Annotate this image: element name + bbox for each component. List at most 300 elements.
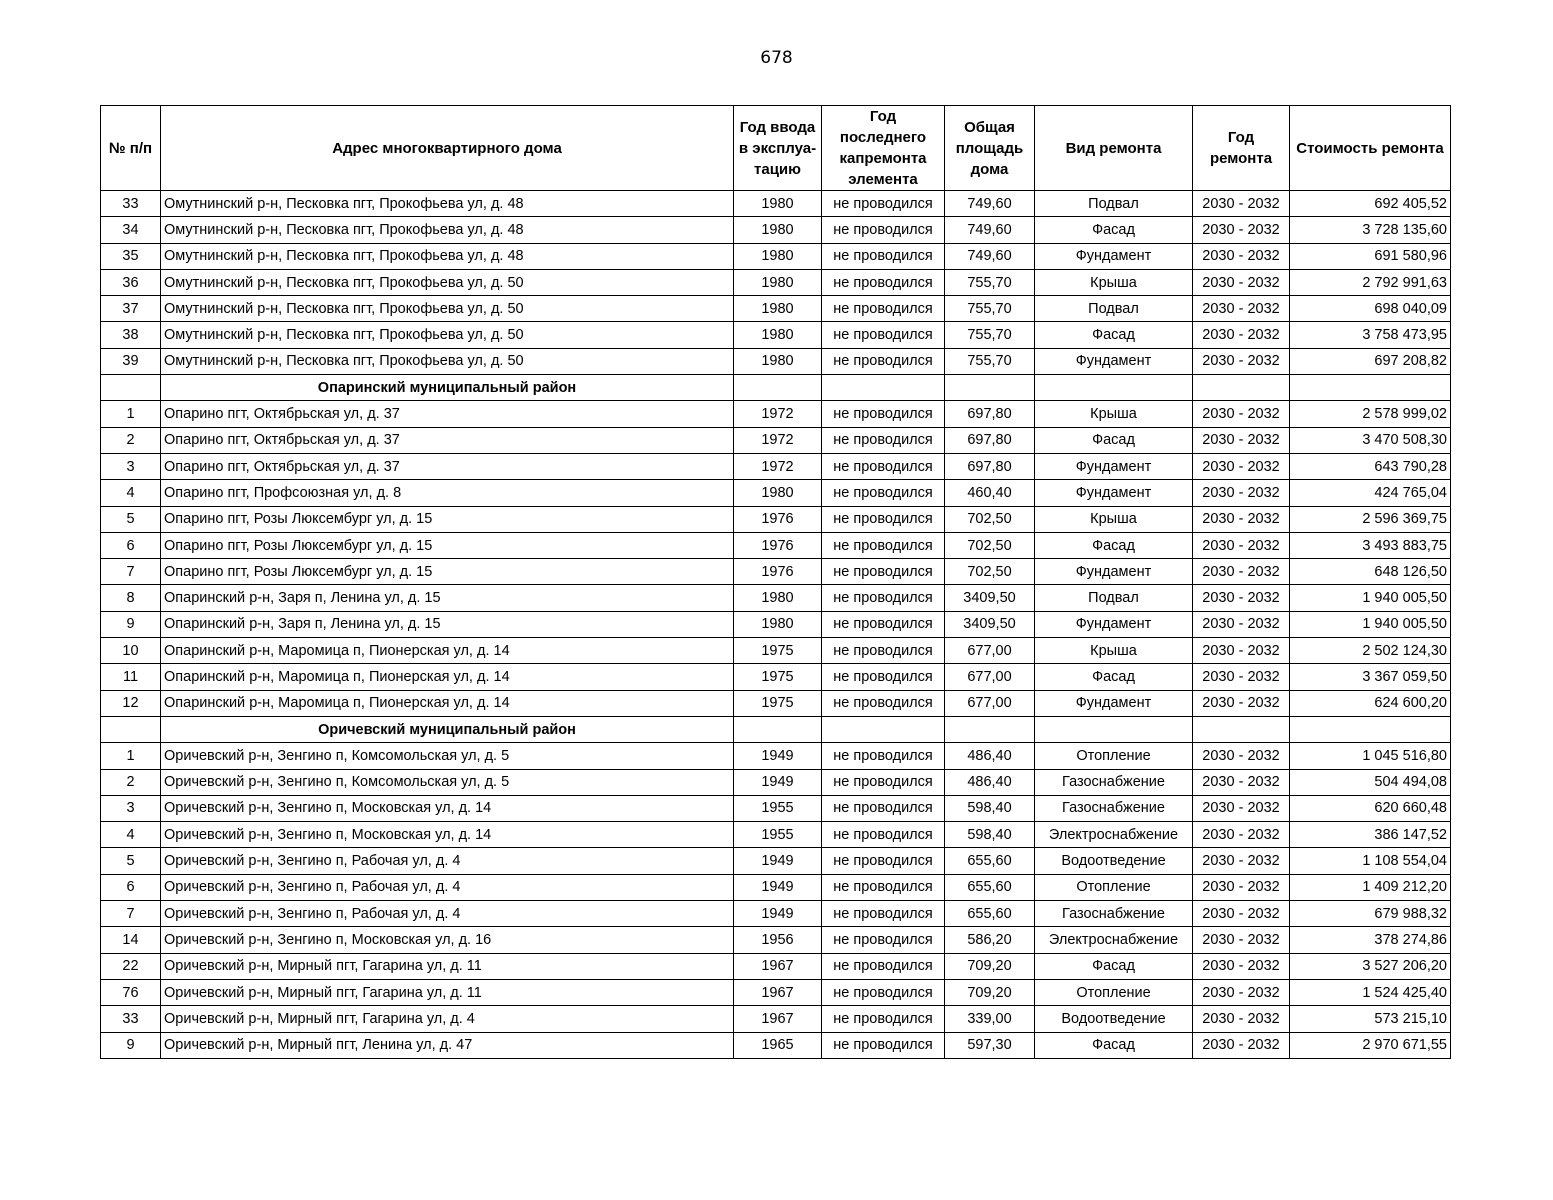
cell-cost: 697 208,82 xyxy=(1290,348,1451,374)
cell-cost: 378 274,86 xyxy=(1290,927,1451,953)
cell-last-repair: не проводился xyxy=(822,874,945,900)
cell-repair-type: Крыша xyxy=(1035,269,1193,295)
cell-repair-type: Фасад xyxy=(1035,664,1193,690)
header-repair-type: Вид ремонта xyxy=(1035,106,1193,191)
cell-area: 749,60 xyxy=(945,217,1035,243)
empty-cell xyxy=(945,716,1035,742)
cell-last-repair: не проводился xyxy=(822,401,945,427)
cell-last-repair: не проводился xyxy=(822,743,945,769)
cell-last-repair: не проводился xyxy=(822,848,945,874)
cell-num: 2 xyxy=(101,769,161,795)
cell-num: 33 xyxy=(101,191,161,217)
cell-last-repair: не проводился xyxy=(822,901,945,927)
cell-last-repair: не проводился xyxy=(822,927,945,953)
table-row xyxy=(101,690,1451,716)
cell-year-built: 1975 xyxy=(734,638,822,664)
cell-cost: 3 758 473,95 xyxy=(1290,322,1451,348)
cell-year-built: 1980 xyxy=(734,585,822,611)
cell-address: Опаринский р-н, Заря п, Ленина ул, д. 15 xyxy=(161,585,734,611)
cell-num: 4 xyxy=(101,822,161,848)
cell-repair-type: Подвал xyxy=(1035,585,1193,611)
cell-repair-type: Фундамент xyxy=(1035,243,1193,269)
repair-register-table xyxy=(100,105,1451,1059)
cell-num: 3 xyxy=(101,795,161,821)
cell-year-built: 1980 xyxy=(734,322,822,348)
cell-address: Омутнинский р-н, Песковка пгт, Прокофьева ул, д. 48 xyxy=(161,243,734,269)
header-area: Общая площадь дома xyxy=(945,106,1035,191)
cell-repair-year: 2030 - 2032 xyxy=(1193,348,1290,374)
cell-repair-type: Отопление xyxy=(1035,743,1193,769)
cell-address: Опаринский р-н, Маромица п, Пионерская ул, д. 14 xyxy=(161,664,734,690)
cell-repair-type: Водоотведение xyxy=(1035,1006,1193,1032)
cell-area: 598,40 xyxy=(945,795,1035,821)
cell-repair-type: Крыша xyxy=(1035,638,1193,664)
cell-repair-year: 2030 - 2032 xyxy=(1193,243,1290,269)
cell-area: 709,20 xyxy=(945,979,1035,1005)
header-num: № п/п xyxy=(101,106,161,191)
cell-last-repair: не проводился xyxy=(822,427,945,453)
cell-num: 1 xyxy=(101,401,161,427)
cell-repair-type: Водоотведение xyxy=(1035,848,1193,874)
cell-repair-type: Крыша xyxy=(1035,506,1193,532)
cell-area: 655,60 xyxy=(945,848,1035,874)
cell-last-repair: не проводился xyxy=(822,979,945,1005)
cell-repair-year: 2030 - 2032 xyxy=(1193,322,1290,348)
cell-cost: 424 765,04 xyxy=(1290,480,1451,506)
cell-area: 677,00 xyxy=(945,690,1035,716)
cell-area: 3409,50 xyxy=(945,611,1035,637)
cell-last-repair: не проводился xyxy=(822,585,945,611)
cell-num: 8 xyxy=(101,585,161,611)
cell-repair-year: 2030 - 2032 xyxy=(1193,269,1290,295)
cell-year-built: 1980 xyxy=(734,348,822,374)
cell-cost: 2 578 999,02 xyxy=(1290,401,1451,427)
cell-num: 2 xyxy=(101,427,161,453)
cell-address: Опарино пгт, Розы Люксембург ул, д. 15 xyxy=(161,559,734,585)
cell-address: Опаринский р-н, Маромица п, Пионерская ул, д. 14 xyxy=(161,638,734,664)
cell-address: Оричевский р-н, Зенгино п, Рабочая ул, д. 4 xyxy=(161,848,734,874)
cell-num: 34 xyxy=(101,217,161,243)
cell-address: Опаринский р-н, Заря п, Ленина ул, д. 15 xyxy=(161,611,734,637)
cell-cost: 2 502 124,30 xyxy=(1290,638,1451,664)
cell-last-repair: не проводился xyxy=(822,453,945,479)
table-row xyxy=(101,769,1451,795)
cell-num: 5 xyxy=(101,506,161,532)
cell-last-repair: не проводился xyxy=(822,953,945,979)
cell-repair-type: Газоснабжение xyxy=(1035,901,1193,927)
cell-cost: 1 524 425,40 xyxy=(1290,979,1451,1005)
cell-year-built: 1949 xyxy=(734,743,822,769)
cell-repair-type: Фасад xyxy=(1035,427,1193,453)
cell-num: 22 xyxy=(101,953,161,979)
cell-repair-year: 2030 - 2032 xyxy=(1193,585,1290,611)
cell-year-built: 1972 xyxy=(734,427,822,453)
cell-year-built: 1949 xyxy=(734,874,822,900)
cell-num: 9 xyxy=(101,1032,161,1058)
cell-year-built: 1976 xyxy=(734,559,822,585)
cell-year-built: 1975 xyxy=(734,664,822,690)
cell-year-built: 1956 xyxy=(734,927,822,953)
cell-last-repair: не проводился xyxy=(822,664,945,690)
cell-area: 755,70 xyxy=(945,296,1035,322)
cell-year-built: 1976 xyxy=(734,532,822,558)
cell-last-repair: не проводился xyxy=(822,1032,945,1058)
cell-repair-year: 2030 - 2032 xyxy=(1193,979,1290,1005)
cell-year-built: 1972 xyxy=(734,453,822,479)
cell-year-built: 1965 xyxy=(734,1032,822,1058)
empty-cell xyxy=(1193,716,1290,742)
table-row xyxy=(101,506,1451,532)
cell-repair-year: 2030 - 2032 xyxy=(1193,690,1290,716)
cell-num: 5 xyxy=(101,848,161,874)
cell-repair-year: 2030 - 2032 xyxy=(1193,559,1290,585)
cell-year-built: 1955 xyxy=(734,822,822,848)
cell-address: Опарино пгт, Октябрьская ул, д. 37 xyxy=(161,427,734,453)
empty-cell xyxy=(1290,716,1451,742)
table-row xyxy=(101,874,1451,900)
empty-cell xyxy=(101,375,161,401)
cell-year-built: 1975 xyxy=(734,690,822,716)
cell-address: Оричевский р-н, Зенгино п, Рабочая ул, д. 4 xyxy=(161,874,734,900)
header-row xyxy=(101,106,1451,191)
cell-repair-type: Фундамент xyxy=(1035,559,1193,585)
cell-repair-type: Газоснабжение xyxy=(1035,769,1193,795)
cell-last-repair: не проводился xyxy=(822,191,945,217)
cell-area: 755,70 xyxy=(945,269,1035,295)
cell-address: Оричевский р-н, Зенгино п, Московская ул, д. 16 xyxy=(161,927,734,953)
cell-repair-type: Крыша xyxy=(1035,401,1193,427)
cell-address: Оричевский р-н, Зенгино п, Комсомольская ул, д. 5 xyxy=(161,743,734,769)
table-body xyxy=(101,191,1451,1059)
cell-last-repair: не проводился xyxy=(822,822,945,848)
cell-address: Омутнинский р-н, Песковка пгт, Прокофьева ул, д. 50 xyxy=(161,296,734,322)
cell-year-built: 1980 xyxy=(734,269,822,295)
table-row xyxy=(101,664,1451,690)
cell-repair-year: 2030 - 2032 xyxy=(1193,822,1290,848)
cell-repair-type: Фундамент xyxy=(1035,611,1193,637)
cell-repair-type: Фасад xyxy=(1035,532,1193,558)
page-number: 678 xyxy=(760,48,793,68)
table-row xyxy=(101,427,1451,453)
cell-area: 697,80 xyxy=(945,453,1035,479)
cell-cost: 1 108 554,04 xyxy=(1290,848,1451,874)
table-row xyxy=(101,611,1451,637)
cell-address: Омутнинский р-н, Песковка пгт, Прокофьева ул, д. 48 xyxy=(161,191,734,217)
cell-area: 702,50 xyxy=(945,559,1035,585)
cell-last-repair: не проводился xyxy=(822,269,945,295)
table-row xyxy=(101,296,1451,322)
cell-repair-type: Фундамент xyxy=(1035,453,1193,479)
cell-repair-year: 2030 - 2032 xyxy=(1193,191,1290,217)
table-row xyxy=(101,743,1451,769)
cell-num: 10 xyxy=(101,638,161,664)
cell-repair-year: 2030 - 2032 xyxy=(1193,953,1290,979)
cell-repair-year: 2030 - 2032 xyxy=(1193,611,1290,637)
cell-repair-year: 2030 - 2032 xyxy=(1193,217,1290,243)
cell-cost: 386 147,52 xyxy=(1290,822,1451,848)
empty-cell xyxy=(734,716,822,742)
cell-cost: 2 596 369,75 xyxy=(1290,506,1451,532)
cell-repair-type: Электроснабжение xyxy=(1035,822,1193,848)
cell-area: 486,40 xyxy=(945,769,1035,795)
cell-cost: 691 580,96 xyxy=(1290,243,1451,269)
header-repair-year: Год ремонта xyxy=(1193,106,1290,191)
cell-address: Оричевский р-н, Мирный пгт, Гагарина ул, д. 11 xyxy=(161,979,734,1005)
cell-repair-year: 2030 - 2032 xyxy=(1193,743,1290,769)
cell-num: 9 xyxy=(101,611,161,637)
cell-area: 697,80 xyxy=(945,427,1035,453)
table-row xyxy=(101,269,1451,295)
cell-year-built: 1949 xyxy=(734,901,822,927)
cell-year-built: 1972 xyxy=(734,401,822,427)
table-row xyxy=(101,927,1451,953)
cell-repair-year: 2030 - 2032 xyxy=(1193,296,1290,322)
cell-cost: 620 660,48 xyxy=(1290,795,1451,821)
district-name: Оричевский муниципальный район xyxy=(161,716,734,742)
cell-cost: 648 126,50 xyxy=(1290,559,1451,585)
cell-num: 14 xyxy=(101,927,161,953)
cell-area: 586,20 xyxy=(945,927,1035,953)
empty-cell xyxy=(945,375,1035,401)
cell-cost: 624 600,20 xyxy=(1290,690,1451,716)
cell-year-built: 1980 xyxy=(734,191,822,217)
cell-year-built: 1980 xyxy=(734,243,822,269)
table-row xyxy=(101,559,1451,585)
cell-repair-year: 2030 - 2032 xyxy=(1193,1006,1290,1032)
cell-repair-type: Подвал xyxy=(1035,296,1193,322)
table-row xyxy=(101,243,1451,269)
cell-address: Оричевский р-н, Зенгино п, Рабочая ул, д. 4 xyxy=(161,901,734,927)
table-row xyxy=(101,953,1451,979)
cell-repair-type: Отопление xyxy=(1035,979,1193,1005)
cell-year-built: 1967 xyxy=(734,979,822,1005)
cell-num: 76 xyxy=(101,979,161,1005)
cell-area: 755,70 xyxy=(945,322,1035,348)
empty-cell xyxy=(1290,375,1451,401)
cell-num: 11 xyxy=(101,664,161,690)
empty-cell xyxy=(734,375,822,401)
cell-cost: 3 493 883,75 xyxy=(1290,532,1451,558)
cell-area: 702,50 xyxy=(945,506,1035,532)
cell-year-built: 1980 xyxy=(734,480,822,506)
table-row xyxy=(101,979,1451,1005)
empty-cell xyxy=(822,716,945,742)
cell-last-repair: не проводился xyxy=(822,217,945,243)
cell-repair-year: 2030 - 2032 xyxy=(1193,795,1290,821)
cell-num: 39 xyxy=(101,348,161,374)
district-name: Опаринский муниципальный район xyxy=(161,375,734,401)
cell-repair-type: Подвал xyxy=(1035,191,1193,217)
cell-address: Опарино пгт, Октябрьская ул, д. 37 xyxy=(161,453,734,479)
cell-repair-year: 2030 - 2032 xyxy=(1193,769,1290,795)
cell-area: 460,40 xyxy=(945,480,1035,506)
cell-address: Опарино пгт, Октябрьская ул, д. 37 xyxy=(161,401,734,427)
cell-year-built: 1980 xyxy=(734,611,822,637)
cell-num: 12 xyxy=(101,690,161,716)
cell-cost: 3 728 135,60 xyxy=(1290,217,1451,243)
cell-year-built: 1967 xyxy=(734,953,822,979)
empty-cell xyxy=(1193,375,1290,401)
table-row xyxy=(101,453,1451,479)
cell-area: 655,60 xyxy=(945,874,1035,900)
table-row xyxy=(101,348,1451,374)
cell-last-repair: не проводился xyxy=(822,559,945,585)
cell-address: Опаринский р-н, Маромица п, Пионерская ул, д. 14 xyxy=(161,690,734,716)
empty-cell xyxy=(101,716,161,742)
cell-address: Оричевский р-н, Мирный пгт, Ленина ул, д. 47 xyxy=(161,1032,734,1058)
cell-address: Омутнинский р-н, Песковка пгт, Прокофьева ул, д. 50 xyxy=(161,322,734,348)
cell-year-built: 1949 xyxy=(734,769,822,795)
cell-cost: 1 409 212,20 xyxy=(1290,874,1451,900)
cell-address: Опарино пгт, Розы Люксембург ул, д. 15 xyxy=(161,506,734,532)
cell-num: 38 xyxy=(101,322,161,348)
cell-repair-year: 2030 - 2032 xyxy=(1193,532,1290,558)
cell-cost: 3 527 206,20 xyxy=(1290,953,1451,979)
cell-cost: 2 792 991,63 xyxy=(1290,269,1451,295)
cell-repair-type: Отопление xyxy=(1035,874,1193,900)
cell-num: 7 xyxy=(101,559,161,585)
cell-last-repair: не проводился xyxy=(822,532,945,558)
cell-repair-year: 2030 - 2032 xyxy=(1193,506,1290,532)
cell-repair-year: 2030 - 2032 xyxy=(1193,874,1290,900)
cell-repair-year: 2030 - 2032 xyxy=(1193,927,1290,953)
cell-last-repair: не проводился xyxy=(822,611,945,637)
cell-cost: 679 988,32 xyxy=(1290,901,1451,927)
cell-last-repair: не проводился xyxy=(822,769,945,795)
cell-cost: 573 215,10 xyxy=(1290,1006,1451,1032)
cell-num: 1 xyxy=(101,743,161,769)
header-cost: Стоимость ремонта xyxy=(1290,106,1451,191)
cell-year-built: 1976 xyxy=(734,506,822,532)
cell-num: 4 xyxy=(101,480,161,506)
cell-area: 597,30 xyxy=(945,1032,1035,1058)
cell-area: 3409,50 xyxy=(945,585,1035,611)
cell-area: 598,40 xyxy=(945,822,1035,848)
cell-address: Оричевский р-н, Мирный пгт, Гагарина ул, д. 11 xyxy=(161,953,734,979)
cell-last-repair: не проводился xyxy=(822,638,945,664)
cell-repair-type: Электроснабжение xyxy=(1035,927,1193,953)
cell-area: 749,60 xyxy=(945,243,1035,269)
cell-cost: 504 494,08 xyxy=(1290,769,1451,795)
cell-address: Оричевский р-н, Мирный пгт, Гагарина ул, д. 4 xyxy=(161,1006,734,1032)
cell-year-built: 1949 xyxy=(734,848,822,874)
cell-cost: 643 790,28 xyxy=(1290,453,1451,479)
table-row xyxy=(101,901,1451,927)
cell-address: Омутнинский р-н, Песковка пгт, Прокофьева ул, д. 50 xyxy=(161,269,734,295)
table-row xyxy=(101,532,1451,558)
cell-area: 709,20 xyxy=(945,953,1035,979)
cell-repair-year: 2030 - 2032 xyxy=(1193,427,1290,453)
cell-area: 486,40 xyxy=(945,743,1035,769)
table-row xyxy=(101,795,1451,821)
cell-year-built: 1967 xyxy=(734,1006,822,1032)
table-row xyxy=(101,217,1451,243)
cell-num: 6 xyxy=(101,874,161,900)
table-row xyxy=(101,480,1451,506)
cell-repair-year: 2030 - 2032 xyxy=(1193,401,1290,427)
cell-repair-type: Фасад xyxy=(1035,217,1193,243)
cell-year-built: 1980 xyxy=(734,217,822,243)
cell-repair-year: 2030 - 2032 xyxy=(1193,901,1290,927)
cell-num: 33 xyxy=(101,1006,161,1032)
table-row xyxy=(101,401,1451,427)
table-header xyxy=(101,106,1451,191)
cell-cost: 3 470 508,30 xyxy=(1290,427,1451,453)
district-header-row xyxy=(101,716,1451,742)
cell-address: Оричевский р-н, Зенгино п, Московская ул, д. 14 xyxy=(161,795,734,821)
cell-address: Омутнинский р-н, Песковка пгт, Прокофьева ул, д. 50 xyxy=(161,348,734,374)
table-row xyxy=(101,191,1451,217)
cell-repair-year: 2030 - 2032 xyxy=(1193,453,1290,479)
cell-num: 37 xyxy=(101,296,161,322)
cell-last-repair: не проводился xyxy=(822,690,945,716)
header-year-built: Год ввода в эксплуа-тацию xyxy=(734,106,822,191)
header-last-repair: Год последнего капремонта элемента xyxy=(822,106,945,191)
cell-cost: 3 367 059,50 xyxy=(1290,664,1451,690)
cell-repair-type: Фасад xyxy=(1035,953,1193,979)
cell-area: 749,60 xyxy=(945,191,1035,217)
cell-num: 7 xyxy=(101,901,161,927)
table-row xyxy=(101,585,1451,611)
empty-cell xyxy=(1035,716,1193,742)
cell-address: Оричевский р-н, Зенгино п, Комсомольская ул, д. 5 xyxy=(161,769,734,795)
empty-cell xyxy=(822,375,945,401)
cell-repair-type: Фундамент xyxy=(1035,348,1193,374)
cell-area: 697,80 xyxy=(945,401,1035,427)
cell-last-repair: не проводился xyxy=(822,348,945,374)
cell-cost: 2 970 671,55 xyxy=(1290,1032,1451,1058)
cell-repair-type: Газоснабжение xyxy=(1035,795,1193,821)
cell-last-repair: не проводился xyxy=(822,506,945,532)
table-row xyxy=(101,322,1451,348)
cell-area: 655,60 xyxy=(945,901,1035,927)
table-row xyxy=(101,822,1451,848)
cell-last-repair: не проводился xyxy=(822,1006,945,1032)
cell-repair-type: Фундамент xyxy=(1035,690,1193,716)
cell-repair-year: 2030 - 2032 xyxy=(1193,1032,1290,1058)
cell-last-repair: не проводился xyxy=(822,296,945,322)
cell-address: Опарино пгт, Профсоюзная ул, д. 8 xyxy=(161,480,734,506)
table-row xyxy=(101,848,1451,874)
district-header-row xyxy=(101,375,1451,401)
cell-last-repair: не проводился xyxy=(822,243,945,269)
cell-repair-type: Фундамент xyxy=(1035,480,1193,506)
cell-area: 339,00 xyxy=(945,1006,1035,1032)
cell-year-built: 1980 xyxy=(734,296,822,322)
cell-area: 677,00 xyxy=(945,638,1035,664)
cell-repair-type: Фасад xyxy=(1035,322,1193,348)
cell-cost: 1 045 516,80 xyxy=(1290,743,1451,769)
cell-cost: 1 940 005,50 xyxy=(1290,585,1451,611)
cell-repair-year: 2030 - 2032 xyxy=(1193,664,1290,690)
cell-last-repair: не проводился xyxy=(822,322,945,348)
cell-repair-year: 2030 - 2032 xyxy=(1193,638,1290,664)
cell-last-repair: не проводился xyxy=(822,795,945,821)
table-row xyxy=(101,1006,1451,1032)
empty-cell xyxy=(1035,375,1193,401)
cell-area: 702,50 xyxy=(945,532,1035,558)
cell-cost: 698 040,09 xyxy=(1290,296,1451,322)
cell-cost: 1 940 005,50 xyxy=(1290,611,1451,637)
cell-num: 36 xyxy=(101,269,161,295)
cell-area: 677,00 xyxy=(945,664,1035,690)
cell-address: Опарино пгт, Розы Люксембург ул, д. 15 xyxy=(161,532,734,558)
cell-address: Оричевский р-н, Зенгино п, Московская ул, д. 14 xyxy=(161,822,734,848)
cell-year-built: 1955 xyxy=(734,795,822,821)
table-row xyxy=(101,638,1451,664)
cell-repair-year: 2030 - 2032 xyxy=(1193,848,1290,874)
cell-num: 6 xyxy=(101,532,161,558)
